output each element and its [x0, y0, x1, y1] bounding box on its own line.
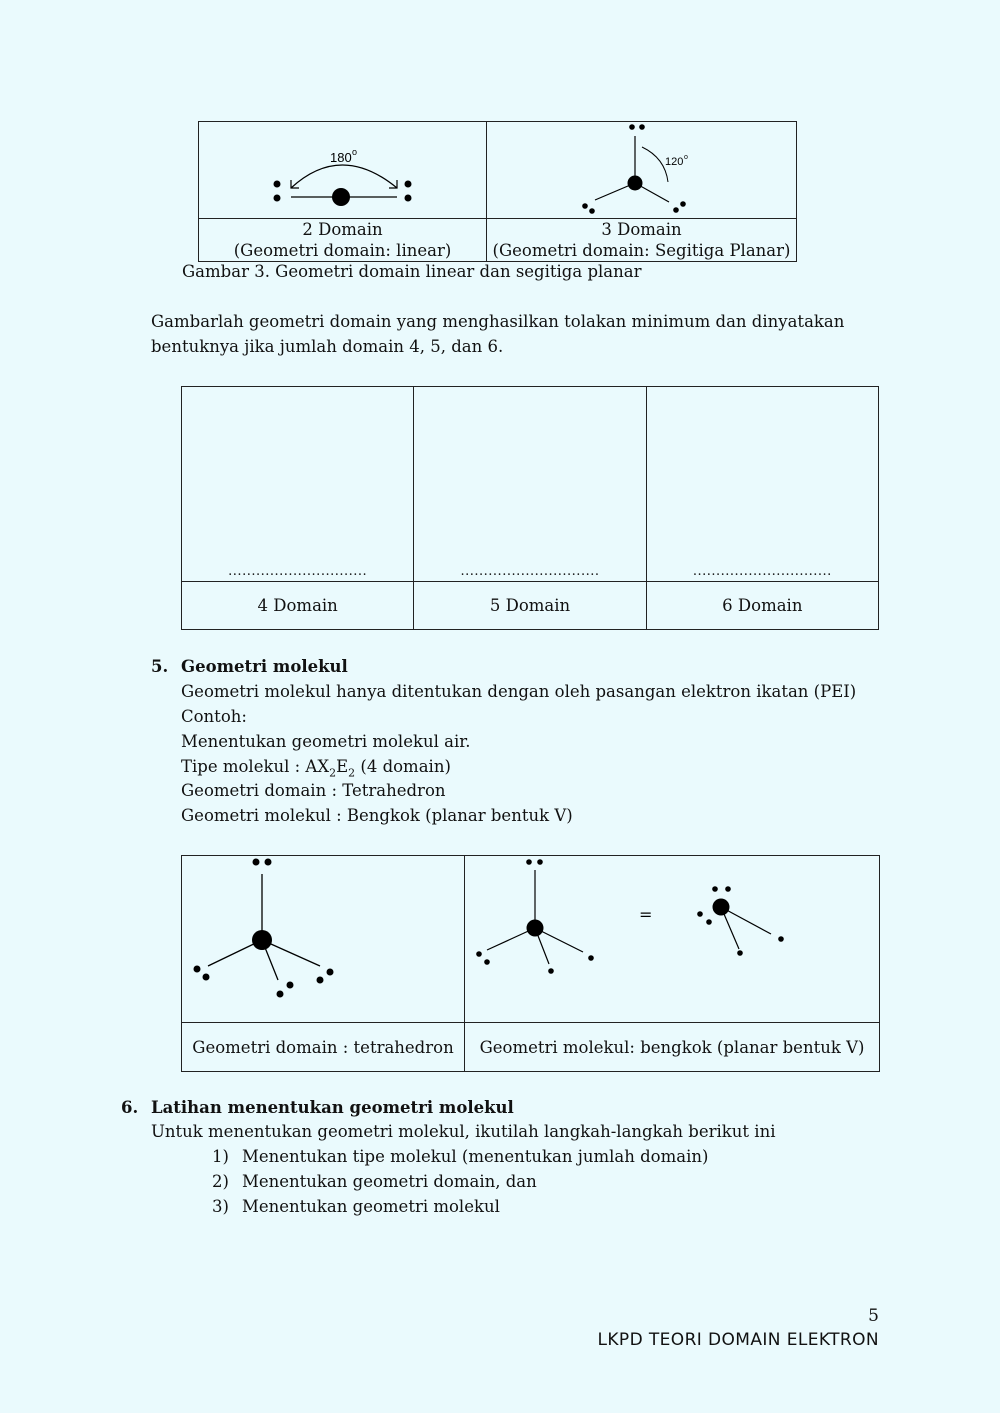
tetrahedron-caption: Geometri domain : tetrahedron: [182, 1023, 465, 1072]
linear-diagram-cell: [199, 122, 487, 219]
label-6-domain: 6 Domain: [646, 582, 878, 630]
draw-area-4-domain[interactable]: ..............................: [182, 387, 414, 582]
section6-number: 6.: [121, 1098, 139, 1117]
section5-number: 5.: [151, 657, 169, 676]
section5-heading: Geometri molekul: [181, 657, 348, 676]
label-5-domain: 5 Domain: [414, 582, 646, 630]
step-1-number: 1): [212, 1147, 229, 1166]
linear-geometry-diagram: [199, 122, 486, 218]
step-3-text: Menentukan geometri molekul: [242, 1197, 500, 1216]
linear-caption-cell: 2 Domain (Geometri domain: linear): [199, 219, 487, 262]
water-geometry-table: [181, 855, 880, 1072]
page-number: 5: [868, 1306, 879, 1326]
equals-sign: =: [639, 905, 653, 924]
step-2-number: 2): [212, 1172, 229, 1191]
angle-180-label: 180: [330, 150, 352, 165]
svg-text:o: o: [684, 154, 688, 161]
section6-heading: Latihan menentukan geometri molekul: [151, 1098, 514, 1117]
step-1-text: Menentukan tipe molekul (menentukan jumlah domain): [242, 1147, 709, 1166]
trigonal-diagram-cell: [487, 122, 797, 219]
svg-text:o: o: [352, 147, 358, 157]
tipe-molekul-line: Tipe molekul : $AX_2E_2$ (4 domain): [181, 757, 451, 780]
bent-molecule-diagram: [465, 856, 879, 1022]
figure3-caption: Gambar 3. Geometri domain linear dan segitiga planar: [182, 262, 642, 281]
instruction-line1: Gambarlah geometri domain yang menghasilkan tolakan minimum dan dinyatakan: [151, 312, 845, 331]
trigonal-planar-diagram: [487, 122, 796, 218]
geometri-molekul-line: Geometri molekul : Bengkok (planar bentuk V): [181, 806, 573, 825]
section6-intro: Untuk menentukan geometri molekul, ikutilah langkah-langkah berikut ini: [151, 1122, 776, 1141]
footer-title: LKPD TEORI DOMAIN ELEKTRON: [597, 1330, 879, 1350]
figure3-table: [198, 121, 797, 262]
draw-area-6-domain[interactable]: ..............................: [646, 387, 878, 582]
bent-caption: Geometri molekul: bengkok (planar bentuk V): [465, 1023, 880, 1072]
bent-diagram-cell: [465, 856, 880, 1023]
section5-line2: Contoh:: [181, 707, 247, 726]
drawing-table: [181, 386, 879, 630]
svg-text:120: 120: [665, 156, 684, 168]
trigonal-caption-cell: 3 Domain (Geometri domain: Segitiga Planar): [487, 219, 797, 262]
tetrahedron-diagram: [182, 856, 464, 1022]
draw-area-5-domain[interactable]: ..............................: [414, 387, 646, 582]
tetrahedron-diagram-cell: [182, 856, 465, 1023]
label-4-domain: 4 Domain: [182, 582, 414, 630]
section5-line3: Menentukan geometri molekul air.: [181, 732, 471, 751]
instruction-line2: bentuknya jika jumlah domain 4, 5, dan 6.: [151, 337, 504, 356]
geometri-domain-line: Geometri domain : Tetrahedron: [181, 781, 446, 800]
step-3-number: 3): [212, 1197, 229, 1216]
section5-line1: Geometri molekul hanya ditentukan dengan oleh pasangan elektron ikatan (PEI): [181, 682, 857, 701]
step-2-text: Menentukan geometri domain, dan: [242, 1172, 537, 1191]
